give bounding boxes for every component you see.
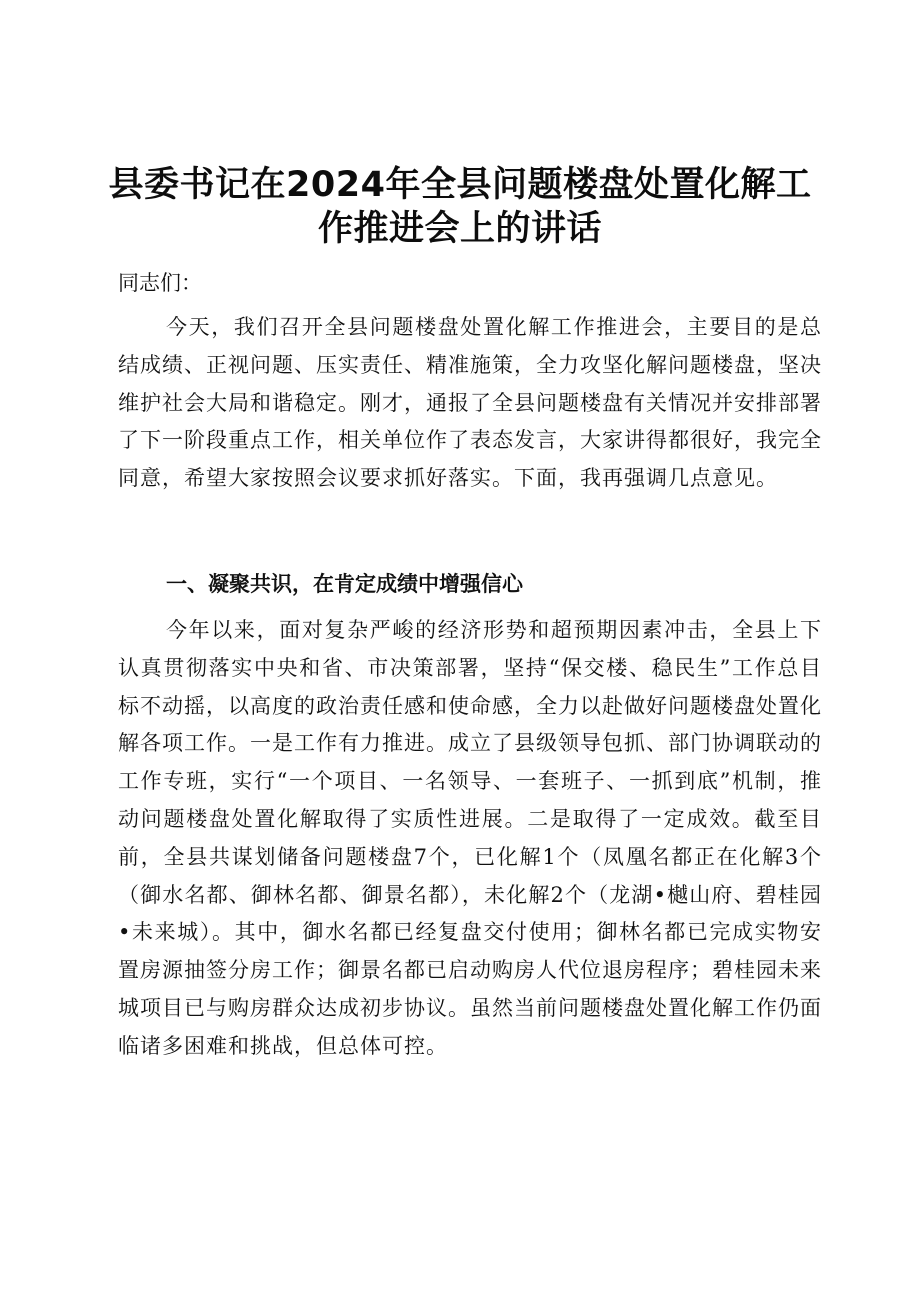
document-title: [100, 163, 820, 251]
document-title-line-1: 县委书记在2024年全县问题楼盘处置化解工: [108, 165, 812, 205]
paragraph-section-1: 今年以来，面对复杂严峻的经济形势和超预期因素冲击，全县上下认真贯彻落实中央和省、市决策部署，坚持“保交楼、稳民生”工作总目标不动摇，以高度的政治责任感和使命感，全力以赴做好问题楼盘处置化解各项工作。一是工作有力推进。成立了县级领导包抓、部门协调联动的工作专班，实行“一个项目、一名领导、一套班子、一抓到底”机制，推动问题楼盘处置化解取得了实质性进展。二是取得了一定成效。截至目前，全县共谋划储备问题楼盘7个，已化解1个（凤凰名都正在化解3个（御水名都、御林名都、御景名都），未化解2个（龙湖•樾山府、碧桂园•未来城）。其中，御水名都已经复盘交付使用；御林名都已完成实物安置房源抽签分房工作；御景名都已启动购房人代位退房程序；碧桂园未来城项目已与购房群众达成初步协议。虽然当前问题楼盘处置化解工作仍面临诸多困难和挑战，但总体可控。: [118, 618, 822, 1058]
salutation: 同志们：: [118, 271, 202, 295]
document-title-line-2: 作推进会上的讲话: [317, 209, 602, 249]
paragraph-intro: 今天，我们召开全县问题楼盘处置化解工作推进会，主要目的是总结成绩、正视问题、压实责任、精准施策，全力攻坚化解问题楼盘，坚决维护社会大局和谐稳定。刚才，通报了全县问题楼盘有关情况并安排部署了下一阶段重点工作，相关单位作了表态发言，大家讲得都很好，我完全同意，希望大家按照会议要求抓好落实。下面，我再强调几点意见。: [118, 315, 822, 491]
section-heading-1: 一、凝聚共识，在肯定成绩中增强信心: [166, 572, 523, 596]
